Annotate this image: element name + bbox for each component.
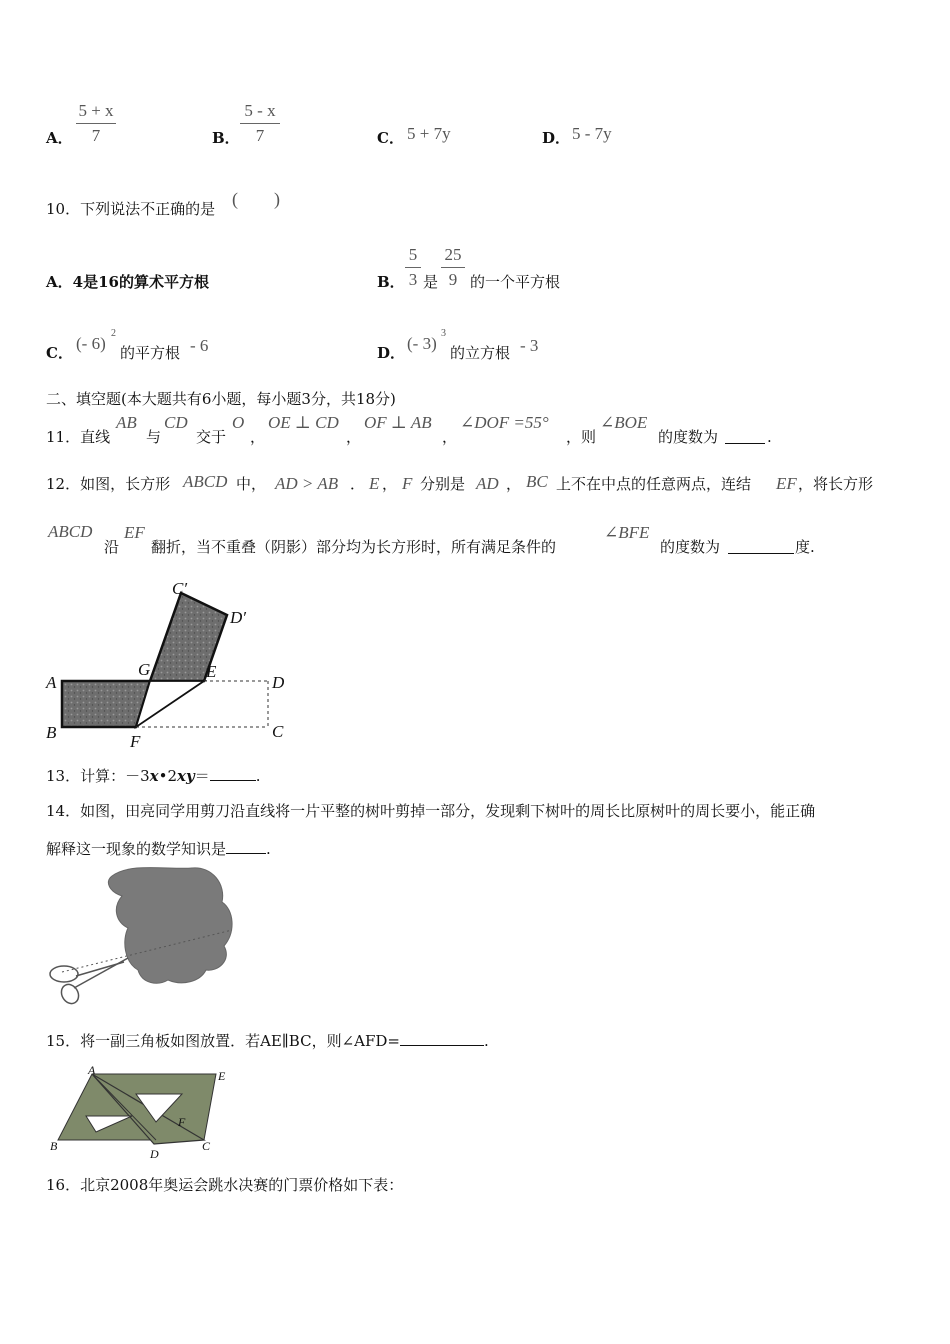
q12-part-4: ，	[382, 475, 398, 493]
question-16: 16．北京2008年奥运会跳水决赛的门票价格如下表：	[46, 1176, 404, 1194]
label-e: E	[206, 662, 217, 681]
q11-end: .	[767, 428, 772, 446]
q10-option-b-label: B．	[377, 273, 405, 291]
fraction-numerator: 25	[444, 245, 462, 264]
q10-option-d-label: D．	[377, 344, 406, 362]
label-a: A	[46, 673, 57, 692]
q11-part-3: 交于	[196, 428, 227, 446]
option-d-expression: 5 - 7y	[572, 124, 612, 143]
shaded-rectangle-left	[62, 681, 150, 727]
q10-option-c-mid: 的平方根	[120, 344, 181, 362]
q13-part-3: ＝	[194, 767, 210, 785]
option-b-denominator: 7	[255, 126, 265, 145]
section-2-heading: 二、填空题(本大题共有6小题，每小题3分，共18分)	[46, 390, 396, 408]
label-b: B	[50, 1139, 58, 1153]
q10-option-a: A．4是16的算术平方根	[46, 273, 209, 291]
option-a-fraction	[76, 100, 116, 147]
q12-ef-2: EF	[124, 523, 145, 542]
label-d-prime: D′	[230, 608, 246, 627]
q11-comma-2: ，	[346, 428, 362, 446]
option-b-numerator: 5 - x	[244, 101, 276, 120]
q10-option-c-base: (- 6)	[76, 334, 106, 353]
q10-option-d-base: (- 3)	[407, 334, 437, 353]
q15-text: 15．将一副三角板如图放置．若AE∥BC，则∠AFD=	[46, 1032, 400, 1050]
fraction-numerator: 5	[408, 245, 418, 264]
option-a-label: A．	[46, 129, 73, 147]
option-c-label: C．	[377, 129, 404, 147]
q11-part-2: 与	[146, 428, 162, 446]
leaf-shape	[108, 868, 232, 984]
label-g: G	[138, 660, 151, 679]
label-d: D	[150, 1147, 159, 1160]
q13-answer-blank[interactable]	[210, 766, 256, 781]
q11-angle-dof: ∠DOF =55°	[460, 413, 549, 432]
q12-ef: EF	[776, 474, 797, 493]
q10-option-d-value: - 3	[520, 336, 539, 355]
q12-ad: AD	[476, 474, 499, 493]
q11-angle-boe: ∠BOE	[600, 413, 648, 432]
q13-end: .	[255, 767, 261, 785]
q13-x: x	[149, 767, 159, 785]
q12-part-7: 上不在中点的任意两点，连结	[556, 475, 752, 493]
q12-part-5: 分别是	[420, 475, 466, 493]
q13-part-2: •2	[158, 767, 177, 785]
q11-part-5: 的度数为	[658, 428, 719, 446]
q12-part-10: 翻折，当不重叠（阴影）部分均为长方形时，所有满足条件的	[151, 538, 557, 556]
question-13	[46, 766, 260, 786]
q10-option-d-exponent: 3	[441, 328, 446, 339]
q11-answer-blank[interactable]	[725, 427, 765, 444]
q15-answer-blank[interactable]	[400, 1031, 484, 1046]
label-a: A	[88, 1063, 96, 1077]
label-f: F	[178, 1115, 186, 1129]
q10-option-b-fraction-1	[405, 244, 421, 291]
question-15	[46, 1031, 489, 1051]
q12-part-3: ．	[350, 475, 366, 493]
q13-xy: xy	[177, 767, 195, 785]
triangle-boards-figure	[44, 1060, 234, 1160]
q13-part-1: 13．计算：－3	[46, 767, 150, 785]
q10-option-c-label: C．	[46, 344, 73, 362]
q12-abcd-2: ABCD	[48, 522, 93, 541]
label-c: C	[272, 722, 284, 741]
q11-o: O	[232, 413, 245, 432]
q11-comma-1: ，	[250, 428, 266, 446]
option-d-label: D．	[542, 129, 571, 147]
fraction-denominator: 3	[408, 270, 418, 289]
q12-part-2: 中，	[236, 475, 267, 493]
q14-end: .	[266, 840, 271, 858]
q14-line-2	[46, 839, 271, 859]
label-c: C	[202, 1139, 211, 1153]
option-c-expression: 5 + 7y	[407, 124, 451, 143]
q12-part-8: ，将长方形	[798, 475, 874, 493]
q11-of-perp-ab: OF ⊥ AB	[364, 413, 432, 432]
question-10-stem: 10．下列说法不正确的是	[46, 200, 216, 218]
q12-angle-bfe: ∠BFE	[604, 523, 650, 542]
q12-bc: BC	[526, 472, 548, 491]
option-b-fraction	[240, 100, 280, 147]
q11-part-4: ，则	[566, 428, 597, 446]
q11-comma-3: ，	[442, 428, 458, 446]
q10-option-c-value: - 6	[190, 336, 209, 355]
q12-part-9: 沿	[104, 538, 120, 556]
q11-oe-perp-cd: OE ⊥ CD	[268, 413, 339, 432]
q12-answer-blank[interactable]	[728, 537, 794, 554]
q12-part-12: 度.	[795, 538, 815, 556]
option-a-numerator: 5 + x	[78, 101, 114, 120]
q15-end: .	[483, 1032, 489, 1050]
q12-part-1: 12．如图，长方形	[46, 475, 171, 493]
q10-option-c-exponent: 2	[111, 328, 116, 339]
q11-ab: AB	[116, 413, 137, 432]
option-b-label: B．	[212, 129, 240, 147]
q12-part-6: ，	[506, 475, 522, 493]
q12-e: E	[369, 474, 380, 493]
option-a-denominator: 7	[91, 126, 101, 145]
q12-abcd: ABCD	[183, 472, 228, 491]
q10-option-b-fraction-2	[441, 244, 465, 291]
fraction-denominator: 9	[448, 270, 458, 289]
q10-option-d-mid: 的立方根	[450, 344, 511, 362]
q12-f: F	[402, 474, 413, 493]
q11-cd: CD	[164, 413, 188, 432]
q14-line-2-text: 解释这一现象的数学知识是	[46, 840, 227, 858]
label-e: E	[218, 1069, 226, 1083]
answer-parentheses: ( )	[232, 189, 280, 209]
label-f: F	[130, 732, 141, 751]
q14-answer-blank[interactable]	[226, 839, 266, 854]
fold-rectangle-figure	[40, 575, 300, 755]
leaf-scissors-figure	[42, 862, 242, 1010]
q12-condition: AD > AB	[275, 474, 339, 493]
q10-option-b-tail: 的一个平方根	[470, 273, 561, 291]
label-c-prime: C′	[172, 579, 188, 598]
q10-option-b-mid: 是	[423, 273, 439, 291]
q14-line-1: 14．如图，田亮同学用剪刀沿直线将一片平整的树叶剪掉一部分，发现剩下树叶的周长比原树叶的周长要小，能正确	[46, 802, 816, 820]
scissors-handle-1	[50, 966, 78, 982]
q11-part-1: 11．直线	[46, 428, 111, 446]
q12-part-11: 的度数为	[660, 538, 721, 556]
label-d: D	[272, 673, 285, 692]
label-b: B	[46, 723, 57, 742]
